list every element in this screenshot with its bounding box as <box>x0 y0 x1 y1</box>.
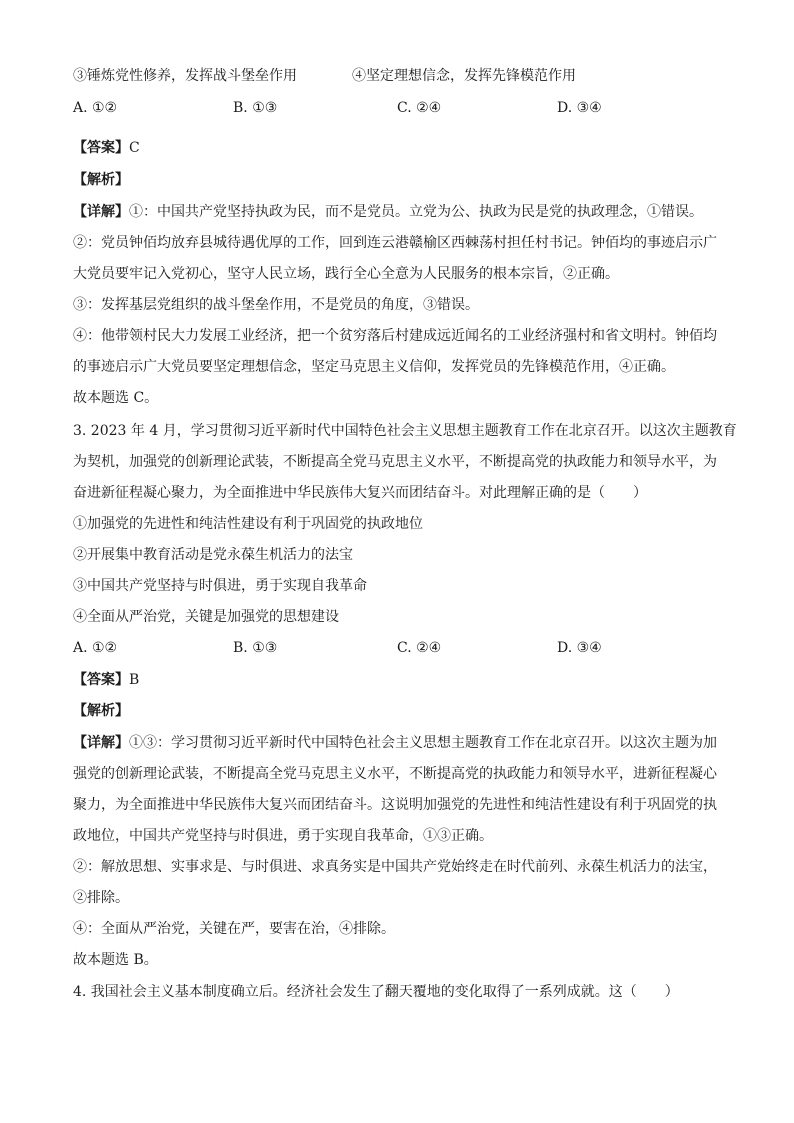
q2-option-c: C. ②④ <box>397 100 442 116</box>
answer-value: B <box>129 672 140 688</box>
q2-detail-line <box>73 202 703 222</box>
q3-detail-line <box>73 733 717 753</box>
answer-tag: 【答案】 <box>73 672 129 688</box>
q3-item-3: ③中国共产党坚持与时俱进，勇于实现自我革命 <box>73 578 367 594</box>
q2-detail-line: ②：党员钟佰均放弃县城待遇优厚的工作，回到连云港赣榆区西棘荡村担任村书记。钟佰均的事迹启示广 <box>73 235 717 251</box>
q3-option-d: D. ③④ <box>557 640 602 656</box>
q2-option-a: A. ①② <box>73 100 118 116</box>
q2-item-3: ③锤炼党性修养，发挥战斗堡垒作用 <box>73 68 297 84</box>
answer-tag: 【答案】 <box>73 140 129 156</box>
answer-value: C <box>129 140 140 156</box>
q2-detail-line: 故本题选 C。 <box>73 390 159 406</box>
q3-option-c: C. ②④ <box>397 640 442 656</box>
q3-detail-line: ④：全面从严治党，关键在严，要害在治，④排除。 <box>73 921 395 937</box>
q2-detail-line: 大党员要牢记入党初心，坚守人民立场，践行全心全意为人民服务的根本宗旨，②正确。 <box>73 266 619 282</box>
q3-analysis-tag: 【解析】 <box>73 703 129 719</box>
q3-detail-line: 聚力，为全面推进中华民族伟大复兴而团结奋斗。这说明加强党的先进性和纯洁性建设有利于巩固党的执 <box>73 797 717 813</box>
q3-stem-line: 3. 2023 年 4 月，学习贯彻习近平新时代中国特色社会主义思想主题教育工作在北京召开。以这次主题教育 <box>73 423 737 439</box>
q3-item-4: ④全面从严治党，关键是加强党的思想建设 <box>73 609 339 625</box>
q3-item-2: ②开展集中教育活动是党永葆生机活力的法宝 <box>73 547 353 563</box>
q3-item-1: ①加强党的先进性和纯洁性建设有利于巩固党的执政地位 <box>73 516 423 532</box>
q3-detail-line: ②排除。 <box>73 890 129 906</box>
q3-stem-line: 奋进新征程凝心聚力，为全面推进中华民族伟大复兴而团结奋斗。对此理解正确的是（ ） <box>73 485 647 501</box>
q3-option-a: A. ①② <box>73 640 118 656</box>
q3-stem-line: 为契机，加强党的创新理论武装，不断提高全党马克思主义水平，不断提高党的执政能力和领导水平，为 <box>73 454 717 470</box>
detail-text: ①：中国共产党坚持执政为民，而不是党员。立党为公、执政为民是党的执政理念，①错误。 <box>129 204 703 220</box>
q3-detail-line: ②：解放思想、实事求是、与时俱进、求真务实是中国共产党始终走在时代前列、永葆生机活力的法宝， <box>73 859 717 875</box>
q2-detail-line: ③：发挥基层党组织的战斗堡垒作用，不是党员的角度，③错误。 <box>73 297 479 313</box>
q2-answer <box>73 138 140 158</box>
detail-text: ①③：学习贯彻习近平新时代中国特色社会主义思想主题教育工作在北京召开。以这次主题为加 <box>129 735 717 751</box>
q3-detail-line: 故本题选 B。 <box>73 952 158 968</box>
q2-item-4: ④坚定理想信念，发挥先锋模范作用 <box>352 68 576 84</box>
q2-analysis-tag: 【解析】 <box>73 172 129 188</box>
q3-detail-line: 强党的创新理论武装，不断提高全党马克思主义水平，不断提高党的执政能力和领导水平，进新征程凝心 <box>73 766 717 782</box>
detail-tag: 【详解】 <box>73 204 129 220</box>
q3-option-b: B. ①③ <box>233 640 278 656</box>
q3-answer <box>73 670 139 690</box>
q2-detail-line: 的事迹启示广大党员要坚定理想信念，坚定马克思主义信仰，发挥党员的先锋模范作用，④正确。 <box>73 359 675 375</box>
q2-option-d: D. ③④ <box>557 100 602 116</box>
q2-option-b: B. ①③ <box>233 100 278 116</box>
detail-tag: 【详解】 <box>73 735 129 751</box>
q2-detail-line: ④：他带领村民大力发展工业经济，把一个贫穷落后村建成远近闻名的工业经济强村和省文明村。钟佰均 <box>73 328 717 344</box>
q4-stem: 4. 我国社会主义基本制度确立后。经济社会发生了翻天覆地的变化取得了一系列成就。这（ ） <box>73 984 679 1000</box>
q3-detail-line: 政地位，中国共产党坚持与时俱进，勇于实现自我革命，①③正确。 <box>73 828 493 844</box>
